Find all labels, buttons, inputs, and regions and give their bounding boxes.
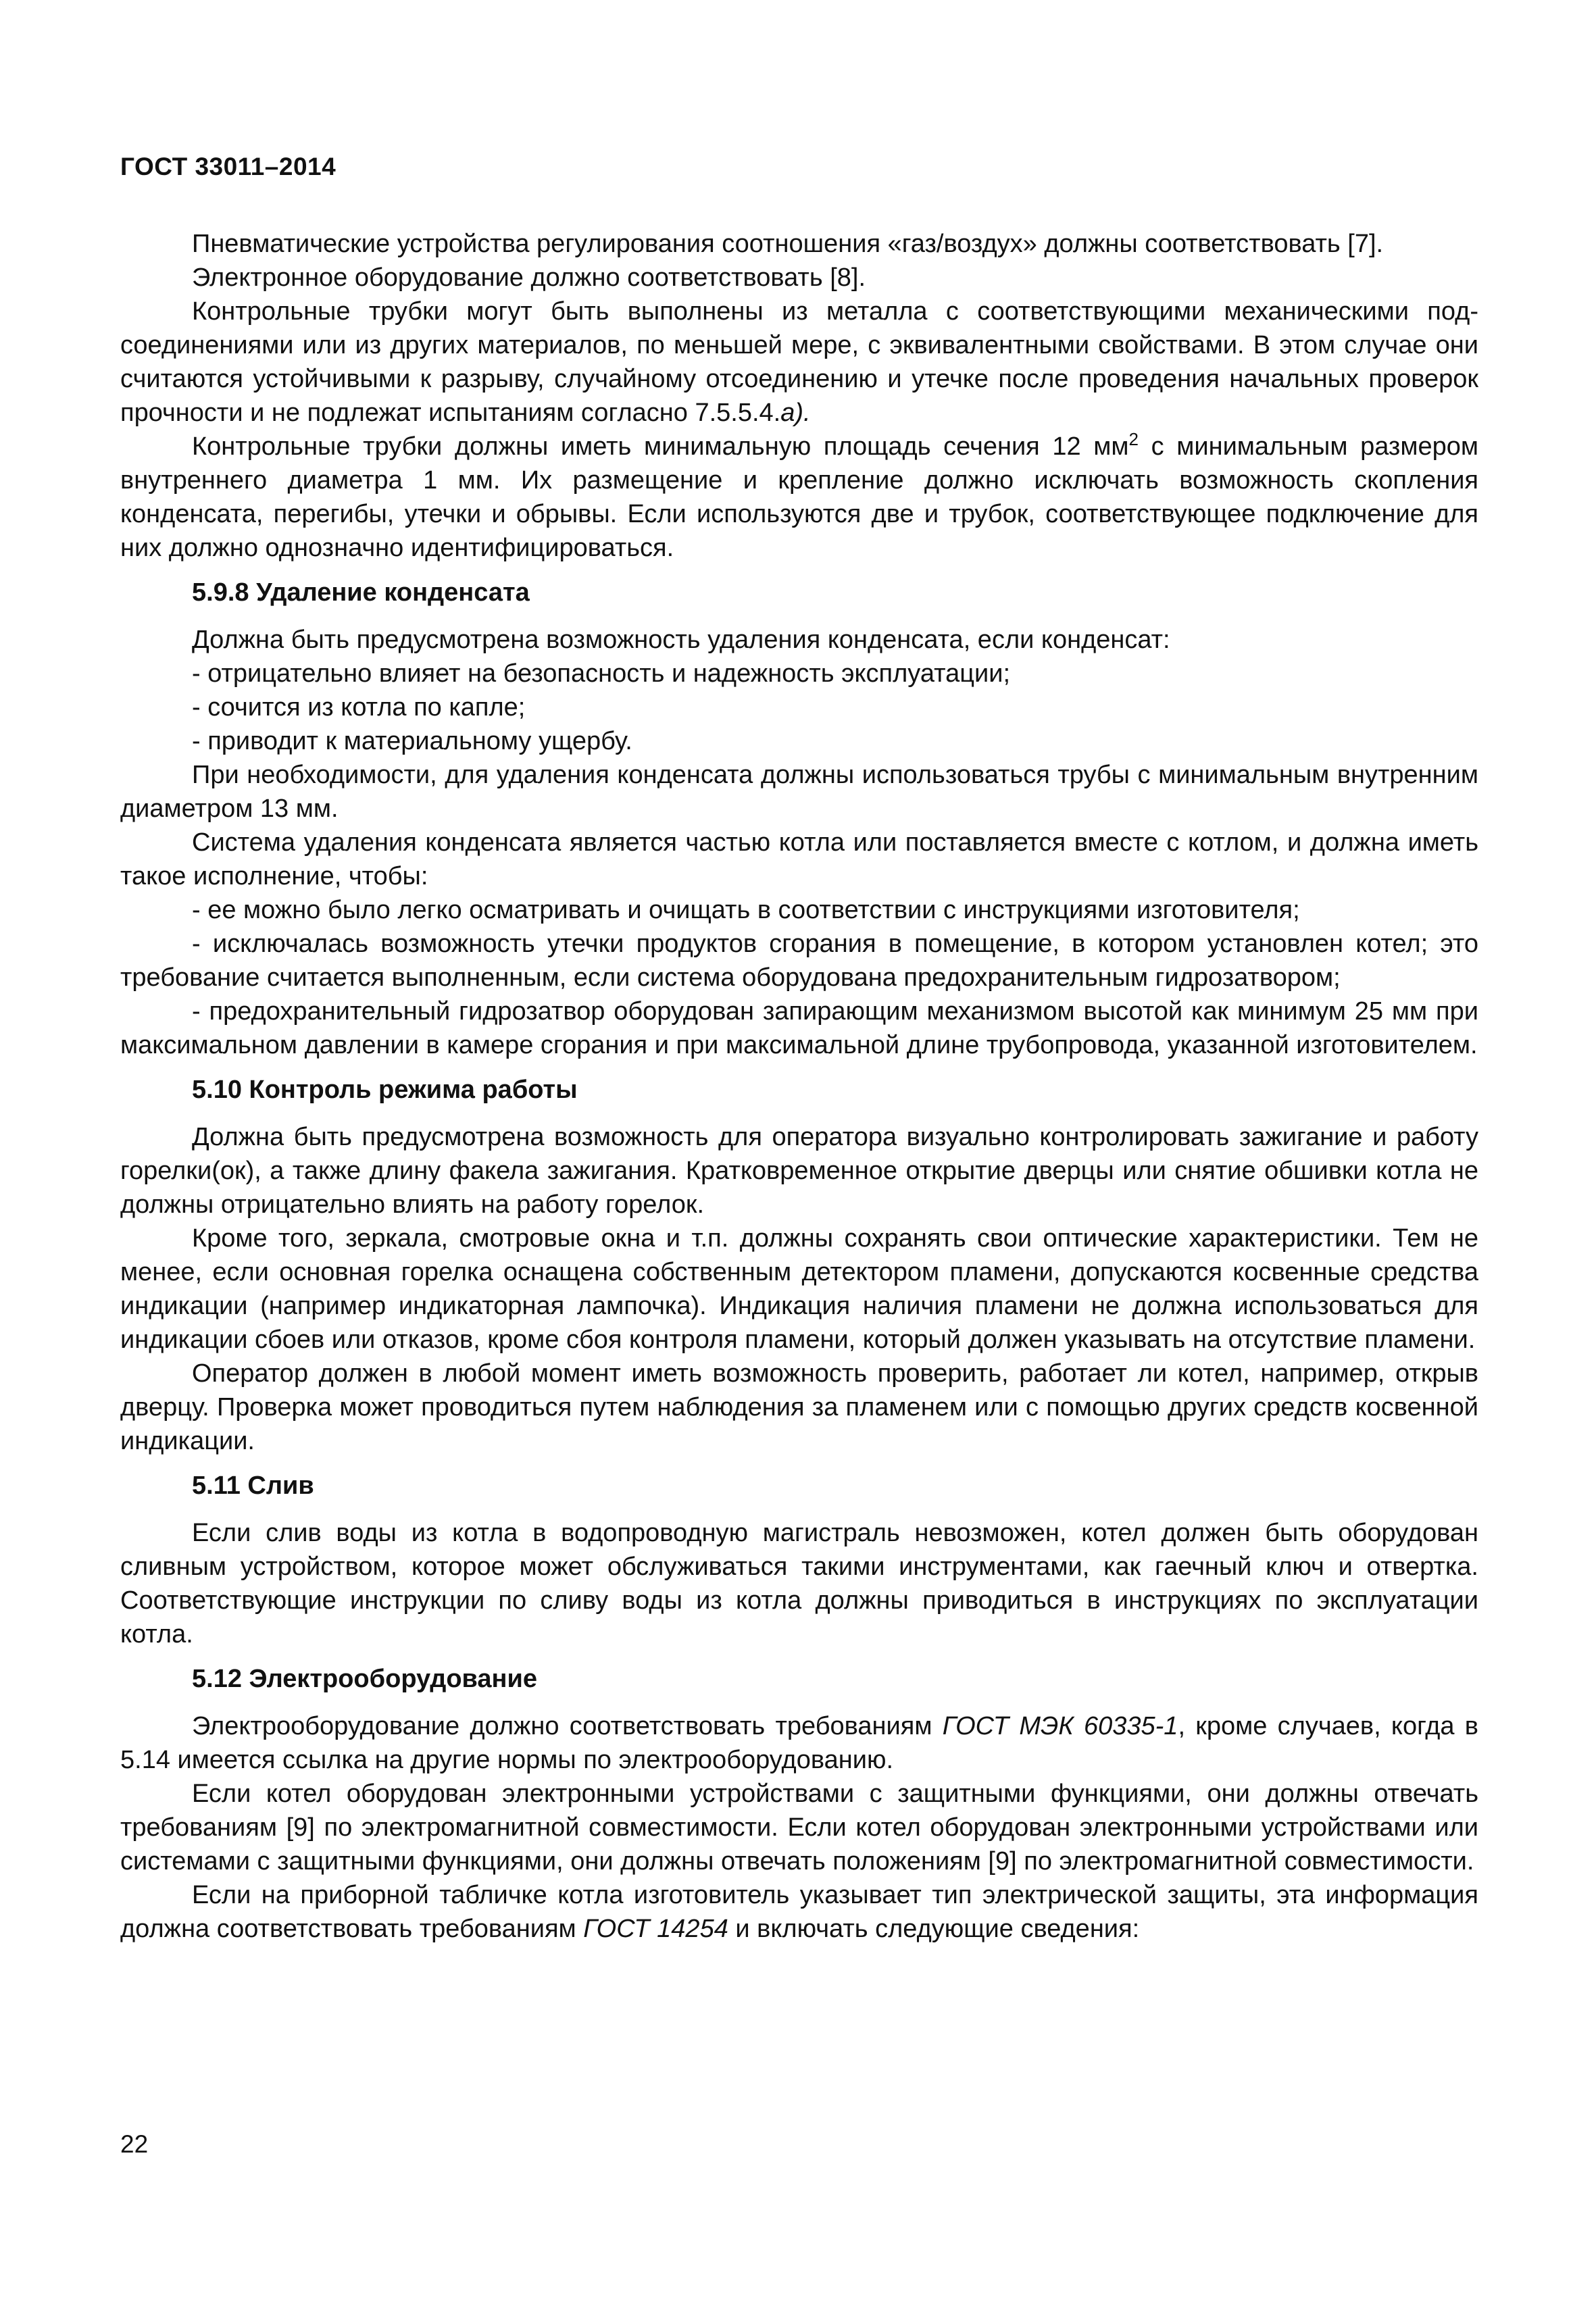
- paragraph: Кроме того, зеркала, смотровые окна и т.п. должны сохранять свои оптические характеристики. Тем не менее, если основная горелка оснащена собственным детектором пламени, допускаются косвенные средства индикации (например индикаторная лампочка). Индикация наличия пламени не должна использоваться для индикации сбоев или отказов, кроме сбоя контроля пламени, который должен указывать на отсутствие пламени.: [120, 1224, 1478, 1354]
- standard-reference: ГОСТ МЭК 60335-1: [942, 1712, 1178, 1740]
- paragraph: Пневматические устройства регулирования соотношения «газ/воздух» должны соответствовать [7].: [192, 230, 1384, 258]
- list-item: - отрицательно влияет на безопасность и надежность эксплуатации;: [192, 659, 1011, 688]
- paragraph: [120, 295, 1478, 430]
- paragraph-text: , кроме случаев, когда в 5.14 имеется ссылка на другие нормы по электрооборудованию.: [120, 1712, 1478, 1774]
- paragraph: [120, 1878, 1478, 1946]
- paragraph-reference: а).: [780, 399, 811, 427]
- list-item: - исключалась возможность утечки продуктов сгорания в помещение, в котором установлен котел; это требование считается выполненным, если система оборудована предохранительным гидрозатвором;: [120, 930, 1478, 992]
- document-body: [120, 227, 1478, 1946]
- paragraph-text: Контрольные трубки могут быть выполнены из металла с соответствующими механическими подсоединениями или из других материалов, по меньшей мере, с эквивалентными свойствами. В этом случае они считаются устойчивыми к разрыву, случайному отсоединению и утечке после проведения начальных проверок прочности и не подлежат испытаниям согласно 7.5.5.4.: [120, 297, 1478, 427]
- paragraph: Электронное оборудование должно соответствовать [8].: [192, 263, 866, 292]
- paragraph: Если котел оборудован электронными устройствами с защитными функциями, они должны отвечать требованиям [9] по электромагнитной совместимости. Если котел оборудован электронными устройствами или системами с защитными функциями, они должны отвечать положениям [9] по электромагнитной совместимости.: [120, 1780, 1478, 1876]
- paragraph: Должна быть предусмотрена возможность удаления конденсата, если конденсат:: [192, 626, 1170, 654]
- paragraph: Оператор должен в любой момент иметь возможность проверить, работает ли котел, например, открыв дверцу. Проверка может проводиться путем наблюдения за пламенем или с помощью других средств косвенной индикации.: [120, 1359, 1478, 1455]
- paragraph-text: с минимальным размером внутреннего диаметра 1 мм. Их размещение и крепление должно исключать возможность скопления конденсата, перегибы, утечки и обрывы. Если используются две и трубок, соответствующее подключение для них должно однозначно идентифицироваться.: [120, 432, 1478, 562]
- paragraph-text: Если на приборной табличке котла изготовитель указывает тип электрической защиты, эта информация должна соответствовать требованиям: [120, 1881, 1478, 1943]
- paragraph-text: Контрольные трубки должны иметь минимальную площадь сечения 12 мм: [192, 432, 1129, 461]
- paragraph: Система удаления конденсата является частью котла или поставляется вместе с котлом, и должна иметь такое исполнение, чтобы:: [120, 828, 1478, 890]
- paragraph: При необходимости, для удаления конденсата должны использоваться трубы с минимальным внутренним диаметром 13 мм.: [120, 761, 1478, 823]
- section-heading-5-11: 5.11 Слив: [192, 1472, 314, 1500]
- document-header: ГОСТ 33011–2014: [120, 153, 336, 180]
- page-number: 22: [120, 2130, 149, 2158]
- list-item: - ее можно было легко осматривать и очищать в соответствии с инструкциями изготовителя;: [192, 896, 1300, 924]
- section-heading-5-12: 5.12 Электрооборудование: [192, 1665, 537, 1693]
- section-heading-5-10: 5.10 Контроль режима работы: [192, 1076, 578, 1104]
- paragraph: Должна быть предусмотрена возможность для оператора визуально контролировать зажигание и работу горелки(ок), а также длину факела зажигания. Кратковременное открытие дверцы или снятие обшивки котла не должны отрицательно влиять на работу горелок.: [120, 1123, 1478, 1219]
- paragraph: [120, 1709, 1478, 1777]
- superscript: 2: [1128, 429, 1139, 449]
- paragraph: [120, 430, 1478, 565]
- paragraph: Если слив воды из котла в водопроводную магистраль невозможен, котел должен быть оборудован сливным устройством, которое может обслуживаться такими инструментами, как гаечный ключ и отвертка. Соответствующие инструкции по сливу воды из котла должны приводиться в инструкциях по эксплуатации котла.: [120, 1519, 1478, 1649]
- section-heading-5-9-8: 5.9.8 Удаление конденсата: [192, 578, 530, 607]
- list-item: - предохранительный гидрозатвор оборудован запирающим механизмом высотой как минимум 25 мм при максимальном давлении в камере сгорания и при максимальной длине трубопровода, указанной изготовителем.: [120, 997, 1478, 1059]
- list-item: - приводит к материальному ущербу.: [192, 727, 632, 755]
- list-item: - сочится из котла по капле;: [192, 693, 526, 722]
- standard-reference: ГОСТ 14254: [583, 1915, 728, 1943]
- paragraph-text: и включать следующие сведения:: [728, 1915, 1140, 1943]
- paragraph-text: Электрооборудование должно соответствовать требованиям: [192, 1712, 943, 1740]
